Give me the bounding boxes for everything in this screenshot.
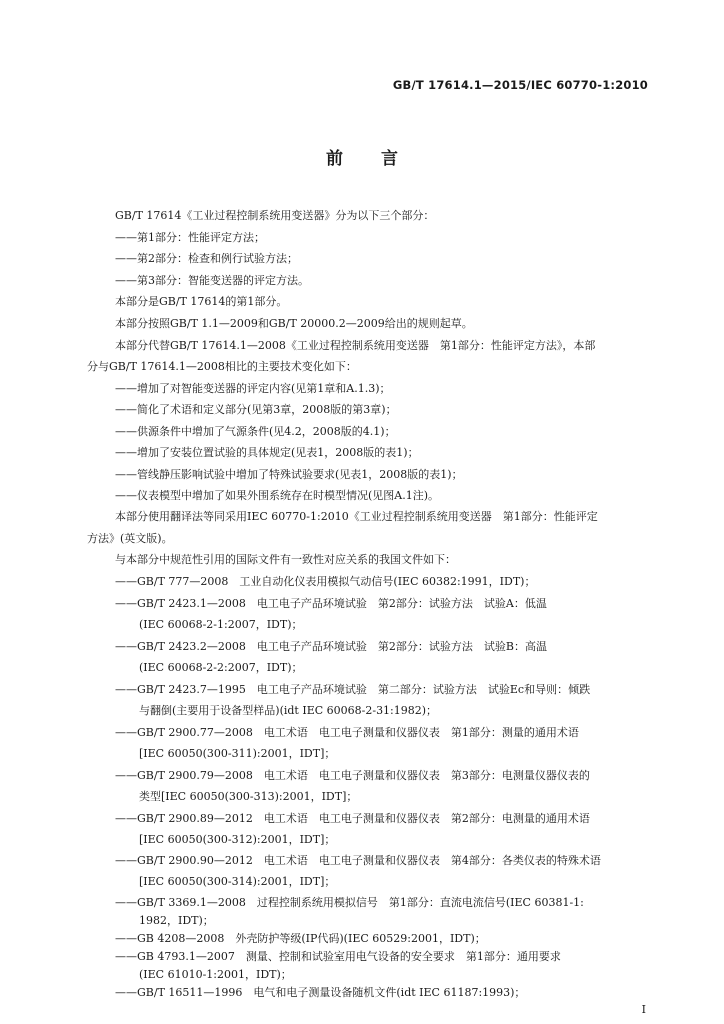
paragraph-line: 本部分使用翻译法等同采用IEC 60770-1:2010《工业过程控制系统用变送器 第1部分：性能评定 (115, 510, 598, 523)
list-item-continuation: 类型[IEC 60050(300-313):2001，IDT]； (139, 790, 358, 803)
list-item: ——GB/T 16511—1996 电气和电子测量设备随机文件(idt IEC 61187:1993)； (115, 986, 526, 999)
list-item-continuation: [IEC 60050(300-311):2001，IDT]； (139, 747, 336, 760)
list-item: ——供源条件中增加了气源条件(见4.2，2008版的4.1)； (115, 425, 396, 438)
list-item: ——GB 4208—2008 外壳防护等级(IP代码)(IEC 60529:2001，IDT)； (115, 932, 486, 945)
list-item: ——增加了对智能变送器的评定内容(见第1章和A.1.3)； (115, 382, 391, 395)
paragraph-line: 本部分是GB/T 17614的第1部分。 (115, 295, 288, 308)
list-item: ——GB 4793.1—2007 测量、控制和试验室用电气设备的安全要求 第1部分：通用要求 (115, 950, 561, 963)
list-item: ——GB/T 2900.89—2012 电工术语 电工电子测量和仪器仪表 第2部分：电测量的通用术语 (115, 812, 590, 825)
list-item-continuation: (IEC 60068-2-2:2007，IDT)； (139, 661, 303, 674)
list-item-continuation: 与翻倒(主要用于设备型样品)(idt IEC 60068-2-31:1982)； (139, 704, 438, 717)
list-item: ——增加了安装位置试验的具体规定(见表1，2008版的表1)； (115, 446, 419, 459)
list-item: ——GB/T 2900.79—2008 电工术语 电工电子测量和仪器仪表 第3部分：电测量仪器仪表的 (115, 769, 590, 782)
paragraph-line: 本部分按照GB/T 1.1—2009和GB/T 20000.2—2009给出的规则起草。 (115, 317, 473, 330)
list-item-continuation: [IEC 60050(300-314):2001，IDT]； (139, 875, 336, 888)
paragraph-line: 本部分代替GB/T 17614.1—2008《工业过程控制系统用变送器 第1部分：性能评定方法》，本部 (115, 339, 596, 352)
paragraph-line: GB/T 17614《工业过程控制系统用变送器》分为以下三个部分： (115, 209, 435, 222)
list-item: ——管线静压影响试验中增加了特殊试验要求(见表1，2008版的表1)； (115, 468, 463, 481)
paragraph-line: 与本部分中规范性引用的国际文件有一致性对应关系的我国文件如下： (115, 553, 456, 566)
list-item-continuation: (IEC 61010-1:2001，IDT)； (139, 968, 292, 981)
list-item-continuation: [IEC 60050(300-312):2001，IDT]； (139, 833, 336, 846)
list-item: ——第1部分：性能评定方法； (115, 231, 265, 244)
list-item: ——GB/T 2900.77—2008 电工术语 电工电子测量和仪器仪表 第1部分：测量的通用术语 (115, 726, 579, 739)
list-item: ——GB/T 777—2008 工业自动化仪表用模拟气动信号(IEC 60382:1991，IDT)； (115, 575, 536, 588)
list-item: ——GB/T 3369.1—2008 过程控制系统用模拟信号 第1部分：直流电流信号(IEC 60381-1: (115, 896, 584, 909)
list-item: ——GB/T 2900.90—2012 电工术语 电工电子测量和仪器仪表 第4部分：各类仪表的特殊术语 (115, 854, 601, 867)
list-item: ——GB/T 2423.1—2008 电工电子产品环境试验 第2部分：试验方法 试验A：低温 (115, 597, 547, 610)
list-item: ——仪表模型中增加了如果外围系统存在时模型情况(见图A.1注)。 (115, 489, 440, 502)
page-number: I (641, 1003, 646, 1016)
document-header: GB/T 17614.1—2015/IEC 60770-1:2010 (392, 78, 648, 92)
list-item: ——第2部分：检查和例行试验方法； (115, 252, 298, 265)
paragraph-line: 分与GB/T 17614.1—2008相比的主要技术变化如下： (87, 360, 357, 373)
list-item: ——简化了术语和定义部分(见第3章，2008版的第3章)； (115, 403, 397, 416)
list-item: ——GB/T 2423.7—1995 电工电子产品环境试验 第二部分：试验方法 试验Ec和导则：倾跌 (115, 683, 591, 696)
list-item-continuation: (IEC 60068-2-1:2007，IDT)； (139, 618, 303, 631)
list-item-continuation: 1982，IDT)； (139, 914, 214, 927)
list-item: ——GB/T 2423.2—2008 电工电子产品环境试验 第2部分：试验方法 试验B：高温 (115, 640, 547, 653)
section-title: 前言 (326, 149, 436, 169)
list-item: ——第3部分：智能变送器的评定方法。 (115, 274, 309, 287)
paragraph-line: 方法》(英文版)。 (87, 532, 173, 545)
